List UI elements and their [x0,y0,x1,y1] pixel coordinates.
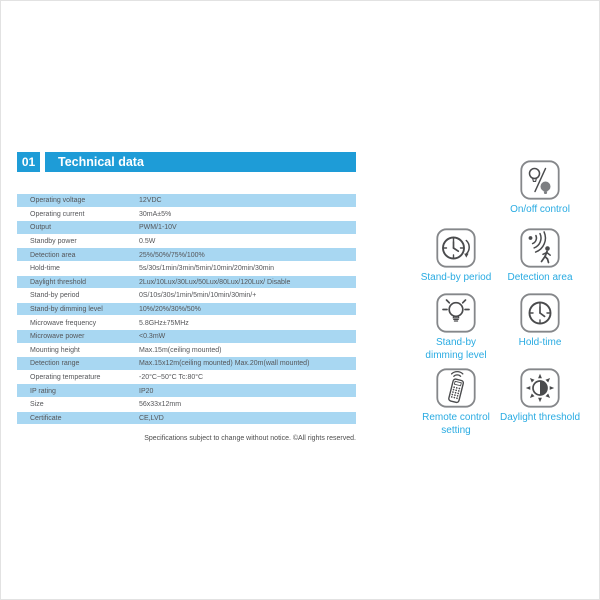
spec-value: IP20 [139,387,154,395]
table-row [17,276,356,290]
spec-value: Max.15m(ceiling mounted) [139,346,222,354]
spec-value: 25%/50%/75%/100% [139,251,205,259]
spec-label: Detection range [30,360,80,368]
spec-value: <0.3mW [139,333,166,341]
spec-label: Operating voltage [30,197,86,205]
spec-label: Standby power [30,238,77,246]
spec-value: 2Lux/10Lux/30Lux/50Lux/80Lux/120Lux/ Disable [139,278,291,286]
table-row [17,248,356,262]
spec-label: Microwave frequency [30,319,97,327]
spec-value: 0S/10s/30s/1min/5min/10min/30min/+ [139,292,257,300]
feature-daylight-threshold [490,368,590,425]
table-row [17,344,356,358]
detection-area-icon [520,228,560,268]
table-row [17,235,356,249]
spec-label: Output [30,224,52,232]
spec-label: Detection area [30,251,76,259]
table-row [17,221,356,235]
spec-label: Operating temperature [30,374,101,382]
spec-label: Stand-by dimming level [30,306,103,314]
icon-caption: Stand-by dimming level [425,337,487,361]
spec-label: IP rating [30,387,56,395]
table-row [17,384,356,398]
table-row [17,194,356,208]
spec-label: Hold-time [30,265,60,273]
spec-value: Max.15x12m(ceiling mounted) Max.20m(wall mounted) [139,360,310,368]
remote-control-icon [436,368,476,408]
spec-value: 12VDC [139,197,162,205]
section-number: 01 [17,152,40,172]
spec-value: PWM/1-10V [139,224,177,232]
stand-by-dimming-level-icon [436,293,476,333]
spec-label: Size [30,401,44,409]
spec-value: -20°C~50°C Tc:80°C [139,374,204,382]
icon-caption: Detection area [507,272,573,283]
feature-hold-time [490,293,590,350]
spec-label: Microwave power [30,333,85,341]
table-row [17,303,356,317]
section-title: Technical data [45,152,356,172]
spec-value: 10%/20%/30%/50% [139,306,201,314]
spec-value: 5.8GHz±75MHz [139,319,189,327]
spec-value: 0.5W [139,238,156,246]
spec-label: Daylight threshold [30,278,87,286]
table-row [17,316,356,330]
icon-caption: Hold-time [518,337,562,348]
icon-caption: Remote control setting [422,412,490,436]
on-off-control-icon [520,160,560,200]
feature-detection-area [490,228,590,285]
daylight-threshold-icon [520,368,560,408]
disclaimer-note: Specifications subject to change without notice. ©All rights reserved. [144,435,356,442]
table-row [17,289,356,303]
table-row [17,208,356,222]
spec-label: Operating current [30,210,85,218]
spec-value: CE,LVD [139,414,164,422]
icon-caption: On/off control [510,204,570,215]
icon-caption: Stand-by period [420,272,492,283]
spec-value: 5s/30s/1min/3min/5min/10min/20min/30min [139,265,275,273]
table-row [17,330,356,344]
icon-caption: Daylight threshold [499,412,581,423]
table-row [17,371,356,385]
table-row [17,398,356,412]
feature-on-off-control [490,160,590,217]
stand-by-period-icon [436,228,476,268]
spec-label: Stand-by period [30,292,80,300]
table-row [17,357,356,371]
spec-value: 30mA±5% [139,210,172,218]
table-row [17,262,356,276]
spec-label: Mounting height [30,346,80,354]
spec-table [17,194,356,425]
table-row [17,412,356,426]
hold-time-icon [520,293,560,333]
spec-value: 56x33x12mm [139,401,182,409]
spec-label: Certificate [30,414,62,422]
